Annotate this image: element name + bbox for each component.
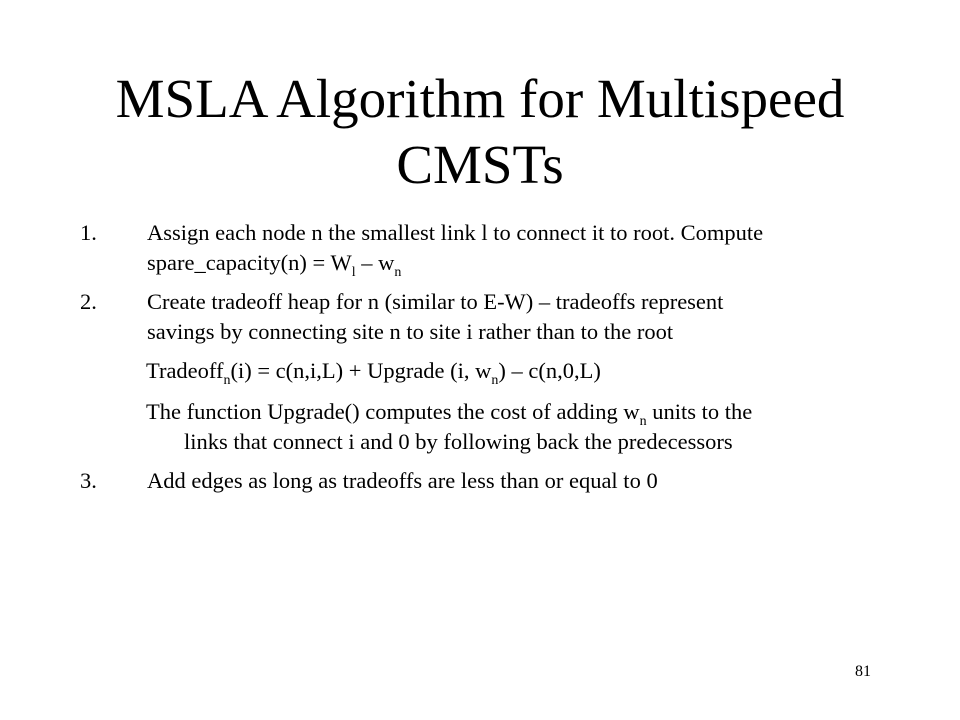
upgrade-note-line-2: links that connect i and 0 by following back the predecessors (184, 429, 733, 454)
tradeoff-label: Tradeoff (146, 358, 224, 383)
upgrade-note-line-1 (146, 397, 752, 427)
list-item-1-number: 1. (80, 220, 97, 245)
list-item-3-line-1: Add edges as long as tradeoffs are less than or equal to 0 (147, 468, 658, 493)
page-number: 81 (855, 663, 871, 680)
title-line-1: MSLA Algorithm for Multispeed (115, 68, 845, 129)
list-item-3-number: 3. (80, 468, 97, 493)
subscript-n: n (223, 373, 231, 388)
list-item-2-text (147, 287, 907, 347)
tradeoff-expression-end: ) – c(n,0,L) (498, 358, 601, 383)
spare-capacity-formula: spare_capacity(n) = W (147, 250, 352, 275)
tradeoff-expression: (i) = c(n,i,L) + Upgrade (i, w (230, 358, 492, 383)
upgrade-note-text: The function Upgrade() computes the cost of adding w (146, 399, 640, 424)
subscript-n: n (394, 265, 402, 280)
upgrade-note-text-end: units to the (646, 399, 753, 424)
subscript-l: l (351, 265, 356, 280)
spare-capacity-minus: – w (355, 250, 395, 275)
list-item-3-text (147, 466, 907, 496)
title-line-2: CMSTs (396, 134, 564, 195)
list-item-1-text (147, 218, 907, 278)
list-item-1-line-1: Assign each node n the smallest link l to connect it to root. Compute (147, 220, 764, 245)
list-item-2-number: 2. (80, 289, 97, 314)
subscript-n: n (491, 373, 499, 388)
list-item-1-line-2 (147, 248, 907, 278)
subscript-n: n (639, 414, 647, 429)
tradeoff-formula (146, 356, 601, 386)
slide-title (60, 66, 900, 198)
list-item-2-line-2: savings by connecting site n to site i rather than to the root (147, 319, 674, 344)
list-item-2-line-1: Create tradeoff heap for n (similar to E-W) – tradeoffs represent (147, 289, 724, 314)
